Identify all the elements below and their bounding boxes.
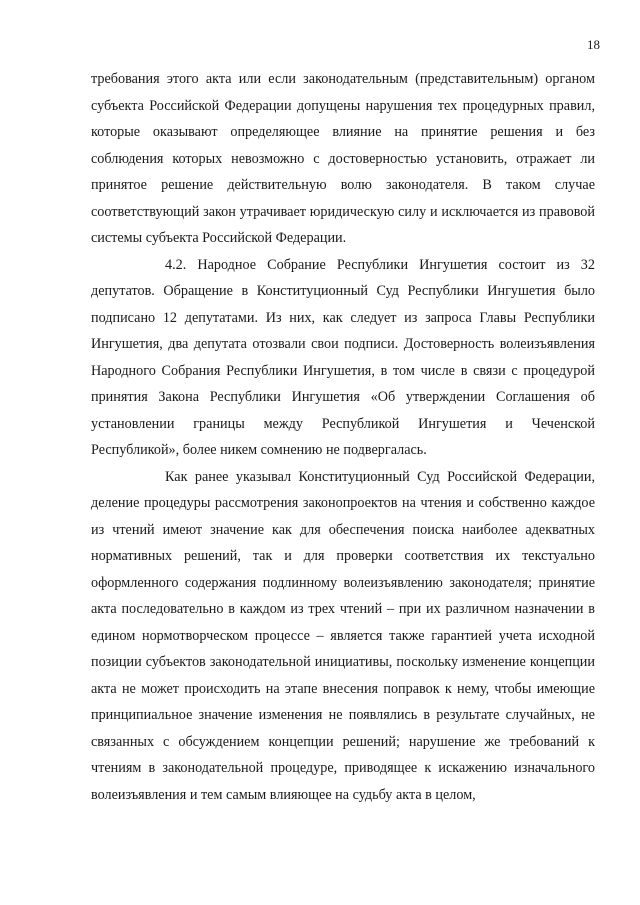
paragraph-continuation: требования этого акта или если законодательным (представительным) органом субъекта Российской Федерации допущены нарушения тех процедурных правил, которые оказывают определяющее влияние на принятие решения и без соблюдения которых невозможно с достоверностью установить, отражает ли принятое решение действительную волю законодателя. В таком случае соответствующий закон утрачивает юридическую силу и исключается из правовой системы субъекта Российской Федерации. bbox=[91, 71, 595, 246]
paragraph-constitutional-court: Как ранее указывал Конституционный Суд Российской Федерации, деление процедуры рассмотрения законопроектов на чтения и собственно каждое из чтений имеют значение как для обеспечения поиска наиболее адекватных нормативных решений, так и для проверки соответствия их текстуально оформленного содержания подлинному волеизъявлению законодателя; принятие акта последовательно в каждом из трех чтений – при их различном назначении в едином нормотворческом процессе – является также гарантией учета исходной позиции субъектов законодательной инициативы, поскольку изменение концепции акта не может происходить на этапе внесения поправок к нему, чтобы имеющие принципиальное значение изменения не появлялись в результате случайных, не связанных с обсуждением концепции решений; нарушение же требований к чтениям в законодательной процедуре, приводящее к искажению изначального волеизъявления и тем самым влияющее на судьбу акта в целом, bbox=[91, 468, 595, 803]
page-number: 18 bbox=[587, 37, 600, 52]
document-body bbox=[91, 66, 595, 808]
paragraph-4-2: 4.2. Народное Собрание Республики Ингушетия состоит из 32 депутатов. Обращение в Конституционный Суд Республики Ингушетия было подписано 12 депутатами. Из них, как следует из запроса Главы Республики Ингушетия, два депутата отозвали свои подписи. Достоверность волеизъявления Народного Собрания Республики Ингушетия, в том числе в связи с процедурой принятия Закона Республики Ингушетия «Об утверждении Соглашения об установлении границы между Республикой Ингушетия и Чеченской Республикой», более никем сомнению не подвергалась. bbox=[91, 256, 595, 458]
